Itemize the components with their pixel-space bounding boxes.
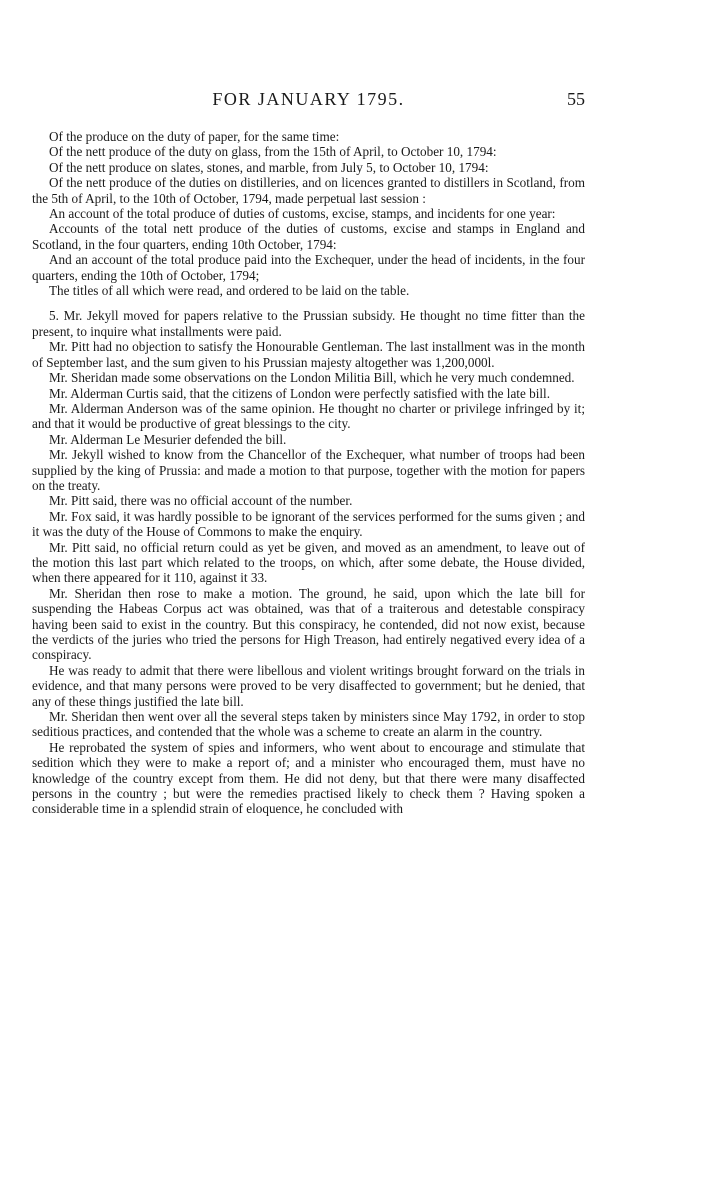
page-number: 55 (567, 89, 585, 109)
paragraph-1: Of the produce on the duty of paper, for the same time: (49, 129, 340, 144)
paragraph-3: Of the nett produce on slates, stones, and marble, from July 5, to October 10, 1794: (49, 159, 489, 175)
paragraph-6: Accounts of the total nett produce of the duties of customs, excise and stamps in England and Scotland, in the four quarters, ending 10th October, 1794: (32, 221, 585, 252)
paragraph-17: Mr. Fox said, it was hardly possible to be ignorant of the services performed for the sums given ; and it was the duty of the House of Commons to make the enquiry. (32, 508, 585, 540)
paragraph-9: 5. Mr. Jekyll moved for papers relative to the Prussian subsidy. He thought no time fitter than the present, to inquire what installments were paid. (32, 308, 585, 339)
paragraph-21: Mr. Sheridan then went over all the several steps taken by ministers since May 1792, in order to stop seditious practices, and contended that the whole was a scheme to create an alarm in the country. (32, 709, 585, 740)
paragraph-22: He reprobated the system of spies and informers, who went about to encourage and stimulate that sedition which they were to make a report of; and a minister who encouraged them, must have no knowledge of the country except from them. He did not deny, but that there were many disaffected persons in the country ; but were the remedies practised likely to check them ? Having spoken a considerable time in a splendid strain of eloquence, he concluded with (32, 739, 585, 817)
paragraph-18: Mr. Pitt said, no official return could as yet be given, and moved as an amendment, to leave out of the motion this last part which related to the troops, on which, after some debate, the House divided, when there appeared for it 110, against it 33. (32, 539, 585, 586)
paragraph-10: Mr. Pitt had no objection to satisfy the Honourable Gentleman. The last installment was in the month of September last, and the sum given to his Prussian majesty altogether was 1,200,000l. (32, 339, 585, 370)
running-head (32, 89, 585, 113)
body-text (32, 129, 585, 817)
running-title: FOR JANUARY 1795. (212, 89, 405, 109)
paragraph-12: Mr. Alderman Curtis said, that the citizens of London were perfectly satisfied with the late bill. (49, 385, 550, 401)
paragraph-11: Mr. Sheridan made some observations on the London Militia Bill, which he very much condemned. (49, 370, 575, 386)
paragraph-13: Mr. Alderman Anderson was of the same opinion. He thought no charter or privilege infringed by it; and that it would be productive of great blessings to the city. (32, 400, 585, 432)
paragraph-16: Mr. Pitt said, there was no official account of the number. (49, 493, 353, 509)
paragraph-5: An account of the total produce of duties of customs, excise, stamps, and incidents for one year: (49, 206, 556, 222)
paragraph-4: Of the nett produce of the duties on distilleries, and on licences granted to distillers in Scotland, from the 5th of April, to the 10th of October, 1794, made perpetual last session : (32, 175, 585, 206)
paragraph-8: The titles of all which were read, and ordered to be laid on the table. (49, 283, 410, 299)
paragraph-20: He was ready to admit that there were libellous and violent writings brought forward on the trials in evidence, and that many persons were proved to be very disaffected to government; but he denied, that any of these things justified the late bill. (32, 662, 585, 709)
paragraph-14: Mr. Alderman Le Mesurier defended the bill. (49, 431, 287, 447)
paragraph-2: Of the nett produce of the duty on glass, from the 15th of April, to October 10, 1794: (49, 144, 497, 160)
paragraph-15: Mr. Jekyll wished to know from the Chancellor of the Exchequer, what number of troops had been supplied by the king of Prussia: and made a motion to that purpose, together with the motion for papers on the treaty. (32, 447, 585, 493)
paragraph-19: Mr. Sheridan then rose to make a motion. The ground, he said, upon which the late bill for suspending the Habeas Corpus act was obtained, was that of a traiterous and detestable conspiracy having been said to exist in the country. But this conspiracy, he contended, did not now exist, because the verdicts of the juries who tried the persons for High Treason, had entirely negatived every idea of a conspiracy. (32, 585, 585, 663)
paragraph-7: And an account of the total produce paid into the Exchequer, under the head of incidents, in the four quarters, ending the 10th of October, 1794; (32, 252, 585, 283)
